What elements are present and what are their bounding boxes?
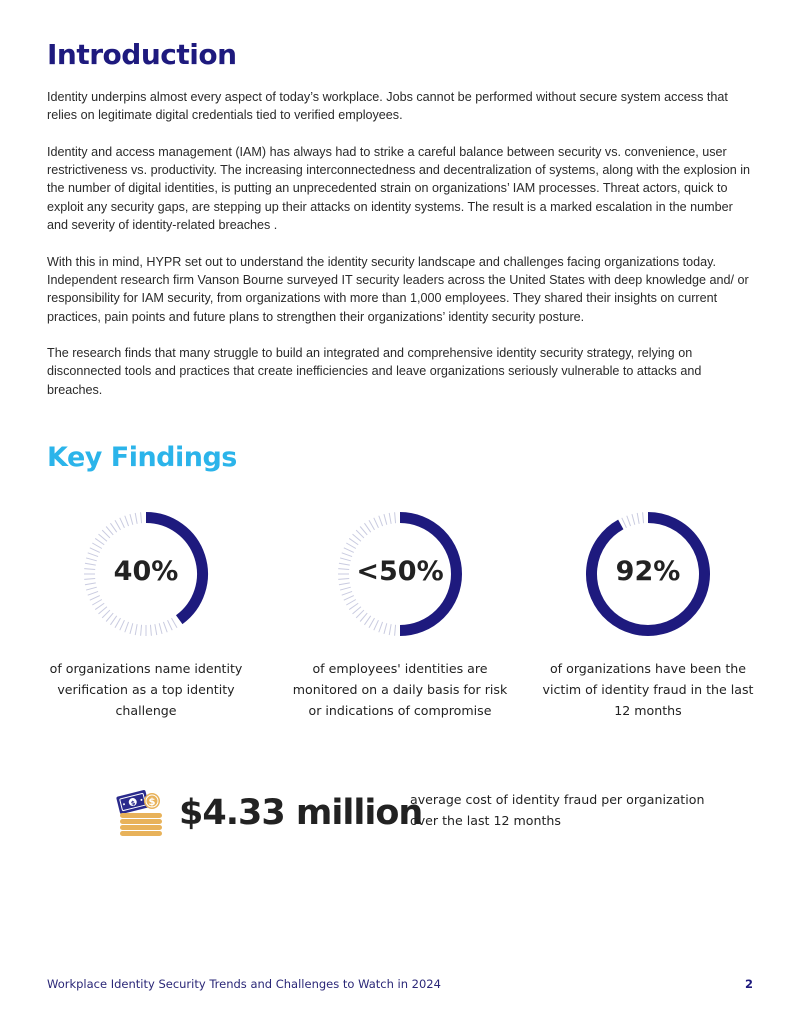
footer-title: Workplace Identity Security Trends and Challenges to Watch in 2024 xyxy=(47,977,441,991)
donut-remaining-tick xyxy=(99,607,107,614)
donut-remaining-tick xyxy=(172,618,178,628)
intro-body xyxy=(47,88,757,417)
donut-remaining-tick xyxy=(395,625,396,636)
finding-card xyxy=(290,506,510,721)
finding-caption: of organizations name identity verification as a top identity challenge xyxy=(49,661,243,718)
donut-remaining-tick xyxy=(135,513,137,524)
finding-value: <50% xyxy=(356,556,444,587)
donut-remaining-tick xyxy=(120,518,125,528)
donut-remaining-tick xyxy=(627,516,631,526)
donut-remaining-tick xyxy=(120,620,125,630)
donut-remaining-tick xyxy=(110,616,116,625)
cost-description: average cost of identity fraud per organization over the last 12 months xyxy=(410,792,705,828)
intro-paragraph: With this in mind, HYPR set out to understand the identity security landscape and challenges facing organizations today. Independent research firm Vanson Bourne surveyed IT security leaders across the United States with deep knowledge and/ or responsibility for IAM security, from organizations with more than 1,000 employees. They shared their insights on current practices, pain points and future plans to strengthen their organizations’ identity security posture. xyxy=(47,254,749,324)
donut-remaining-tick xyxy=(643,512,644,523)
donut-remaining-tick xyxy=(90,596,100,601)
cost-stat xyxy=(115,785,735,845)
donut-remaining-tick xyxy=(374,620,379,630)
donut-remaining-tick xyxy=(168,620,173,630)
finding-value: 92% xyxy=(615,556,681,587)
finding-caption: of employees' identities are monitored on a daily basis for risk or indications of compromise xyxy=(292,661,508,718)
key-findings-title: Key Findings xyxy=(47,442,237,473)
donut-remaining-tick xyxy=(92,600,102,606)
donut-remaining-tick xyxy=(155,624,157,635)
donut-remaining-tick xyxy=(349,538,358,544)
donut-remaining-tick xyxy=(356,530,364,538)
donut-remaining-tick xyxy=(346,600,356,606)
donut-remaining-tick xyxy=(622,518,627,528)
svg-text:$: $ xyxy=(148,797,156,808)
finding-caption: of organizations have been the victim of identity fraud in the last 12 months xyxy=(542,661,754,718)
donut-remaining-tick xyxy=(90,548,100,553)
donut-remaining-tick xyxy=(360,613,367,621)
donut-remaining-tick xyxy=(106,527,113,535)
donut-remaining-tick xyxy=(632,514,635,525)
donut-remaining-tick xyxy=(369,618,375,628)
donut-remaining-tick xyxy=(99,534,107,541)
donut-remaining-tick xyxy=(369,520,375,530)
donut-remaining-tick xyxy=(344,596,354,601)
donut-remaining-tick xyxy=(130,514,133,525)
donut-remaining-tick xyxy=(389,513,391,524)
donut-remaining-tick xyxy=(141,512,142,523)
finding-value: 40% xyxy=(113,556,179,587)
donut-remaining-tick xyxy=(106,613,113,621)
donut-remaining-tick xyxy=(130,623,133,634)
donut-remaining-tick xyxy=(102,610,110,618)
donut-remaining-tick xyxy=(353,534,361,541)
donut-remaining-tick xyxy=(364,523,370,532)
intro-paragraph: The research finds that many struggle to build an integrated and comprehensive identity security strategy, relying on disconnected tools and practices that create inefficiencies and leave organizations seriously vulnerable to attacks and breaches. xyxy=(47,346,702,397)
donut-remaining-tick xyxy=(356,610,364,618)
donut-remaining-tick xyxy=(141,625,142,636)
donut-remaining-tick xyxy=(379,622,383,632)
intro-paragraph: Identity and access management (IAM) has always had to strike a careful balance between security vs. convenience, user restrictiveness vs. productivity. The increasing interconnectedness and decentralization of systems, along with the explosion in the number of digital identities, is putting an unprecedented strain on organizations’ IAM processes. Threat actors, quick to exploit any security gaps, are stepping up their attacks on identity systems. The result is a marked escalation in the number and severity of identity-related breaches . xyxy=(47,144,751,233)
donut-remaining-tick xyxy=(115,618,121,628)
donut-remaining-tick xyxy=(95,603,104,609)
donut-remaining-tick xyxy=(389,624,391,635)
donut-remaining-tick xyxy=(92,543,102,549)
donut-remaining-tick xyxy=(364,616,370,625)
donut-remaining-tick xyxy=(150,625,151,636)
donut-remaining-tick xyxy=(102,530,110,538)
donut-remaining-tick xyxy=(637,513,639,524)
donut-remaining-tick xyxy=(110,523,116,532)
donut-remaining-tick xyxy=(159,623,162,634)
donut-remaining-tick xyxy=(115,520,121,530)
donut-remaining-tick xyxy=(125,622,129,632)
donut-remaining-tick xyxy=(360,527,367,535)
donut-remaining-tick xyxy=(395,512,396,523)
donut-remaining-tick xyxy=(349,603,358,609)
donut-remaining-tick xyxy=(384,514,387,525)
donut-remaining-tick xyxy=(163,622,167,632)
donut-remaining-tick xyxy=(344,548,354,553)
donut-remaining-tick xyxy=(95,538,104,544)
donut-remaining-tick xyxy=(353,607,361,614)
finding-card xyxy=(538,506,758,721)
donut-remaining-tick xyxy=(384,623,387,634)
donut-remaining-tick xyxy=(135,624,137,635)
money-coins-icon xyxy=(115,785,165,837)
donut-remaining-tick xyxy=(342,591,352,595)
svg-text:$: $ xyxy=(130,799,136,808)
page-number: 2 xyxy=(744,977,753,991)
page-title: Introduction xyxy=(47,38,237,71)
finding-card xyxy=(36,506,256,721)
donut-remaining-tick xyxy=(374,518,379,528)
donut-remaining-tick xyxy=(125,516,129,526)
donut-remaining-tick xyxy=(379,516,383,526)
donut-remaining-tick xyxy=(346,543,356,549)
intro-paragraph: Identity underpins almost every aspect of today’s workplace. Jobs cannot be performed without secure system access that relies on legitimate digital credentials tied to verified employees. xyxy=(47,90,728,123)
donut-remaining-tick xyxy=(86,587,97,590)
donut-remaining-tick xyxy=(88,591,98,595)
cost-value: $4.33 million xyxy=(179,793,423,833)
donut-remaining-tick xyxy=(340,587,351,590)
